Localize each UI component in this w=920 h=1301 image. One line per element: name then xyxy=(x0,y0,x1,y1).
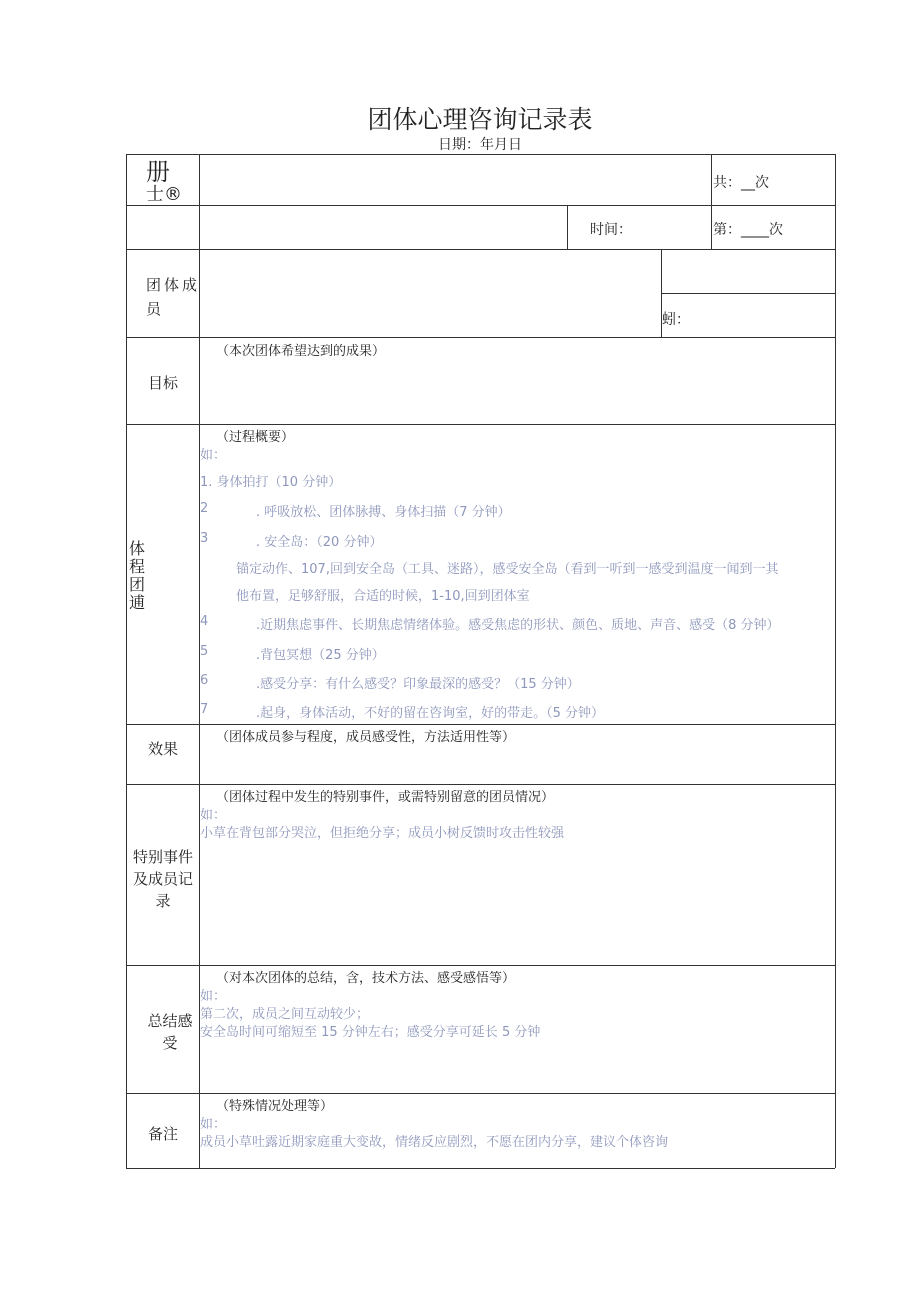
total-sessions-field[interactable]: 共：__次 xyxy=(713,175,769,191)
divider xyxy=(126,1093,835,1094)
special-eg: 如： xyxy=(200,808,227,823)
divider xyxy=(661,293,835,294)
effect-hint: （团体成员参与程度，成员感受性，方法适用性等） xyxy=(216,730,516,745)
special-label-line: 特别事件 xyxy=(133,848,194,866)
process-step-num: 2 xyxy=(200,501,209,516)
special-hint: （团体过程中发生的特别事件，或需特别留意的团员情况） xyxy=(216,790,555,805)
process-step: .起身，身体活动，不好的留在咨询室，好的带走。（5 分钟） xyxy=(256,706,605,721)
special-label xyxy=(133,846,193,912)
divider xyxy=(835,154,836,1168)
special-label-line: 录 xyxy=(155,892,171,910)
summary-label-line: 总结感 xyxy=(147,1012,193,1030)
notes-label: 备注 xyxy=(148,1125,179,1143)
process-step: . 安全岛：（20 分钟） xyxy=(256,535,383,550)
divider xyxy=(126,154,127,1168)
time-field[interactable]: 时间： xyxy=(590,222,632,238)
session-number-field[interactable]: 第：____次 xyxy=(713,222,783,238)
process-step-num: 5 xyxy=(200,644,209,659)
process-label-char: 程 xyxy=(129,557,146,576)
divider xyxy=(567,205,568,249)
notes-eg: 如： xyxy=(200,1117,227,1132)
notes-text: 成员小草吐露近期家庭重大变故，情绪反应剧烈，不愿在团内分享，建议个体咨询 xyxy=(200,1135,669,1150)
summary-hint: （对本次团体的总结，含，技术方法、感受感悟等） xyxy=(216,971,516,986)
divider xyxy=(126,784,835,785)
process-step-num: 4 xyxy=(200,614,209,629)
summary-eg: 如： xyxy=(200,989,227,1004)
process-step: .近期焦虑事件、长期焦虑情绪体验。感受焦虑的形状、颜色、质地、声音、感受（8 分钟） xyxy=(256,618,780,633)
notes-hint: （特殊情况处理等） xyxy=(216,1099,334,1114)
process-eg: 如： xyxy=(200,448,227,463)
process-step-detail: 锚定动作、107,回到安全岛（工具、迷路），感受安全岛（看到一听到一感受到温度一闻到一其 xyxy=(236,562,779,577)
members-label: 团体成 xyxy=(146,276,201,294)
divider xyxy=(126,154,835,155)
process-step: .背包冥想（25 分钟） xyxy=(256,648,385,663)
process-label-char: 体 xyxy=(129,539,146,558)
process-step: 1. 身体拍打（10 分钟） xyxy=(200,475,342,490)
row1-label-top: 册 xyxy=(146,158,170,186)
effect-label: 效果 xyxy=(148,740,179,758)
divider xyxy=(126,1168,835,1169)
process-step-num: 7 xyxy=(200,702,209,717)
page-title: 团体心理咨询记录表 xyxy=(367,105,593,134)
summary-label-line: 受 xyxy=(162,1034,178,1052)
process-step-num: 6 xyxy=(200,673,209,688)
side-field[interactable]: 蚓： xyxy=(662,312,690,328)
divider xyxy=(126,205,835,206)
goal-hint: （本次团体希望达到的成果） xyxy=(216,344,386,359)
divider xyxy=(126,424,835,425)
divider xyxy=(126,724,835,725)
process-label xyxy=(129,540,147,612)
goal-label: 目标 xyxy=(148,374,179,392)
divider xyxy=(126,337,835,338)
divider xyxy=(126,965,835,966)
summary-label xyxy=(140,1010,200,1054)
process-label-char: 逋 xyxy=(129,593,146,612)
summary-line: 安全岛时间可缩短至 15 分钟左右；感受分享可延长 5 分钟 xyxy=(200,1025,541,1040)
summary-line: 第二次，成员之间互动较少； xyxy=(200,1007,370,1022)
special-label-line: 及成员记 xyxy=(133,870,194,888)
divider xyxy=(711,154,712,249)
process-step: . 呼吸放松、团体脉搏、身体扫描（7 分钟） xyxy=(256,505,511,520)
members-label: 员 xyxy=(146,300,162,318)
process-hint: （过程概要） xyxy=(216,430,295,445)
process-label-char: 团 xyxy=(129,575,146,594)
row1-label-bottom: 士® xyxy=(146,184,182,205)
date-line: 日期：年月日 xyxy=(438,137,522,153)
process-step-num: 3 xyxy=(200,531,209,546)
process-step: .感受分享：有什么感受？印象最深的感受？（15 分钟） xyxy=(256,677,580,692)
special-text: 小草在背包部分哭泣，但拒绝分享；成员小树反馈时攻击性较强 xyxy=(200,826,565,841)
process-step-detail: 他布置，足够舒服，合适的时候，1-10,回到团体室 xyxy=(236,589,530,604)
divider xyxy=(126,249,835,250)
